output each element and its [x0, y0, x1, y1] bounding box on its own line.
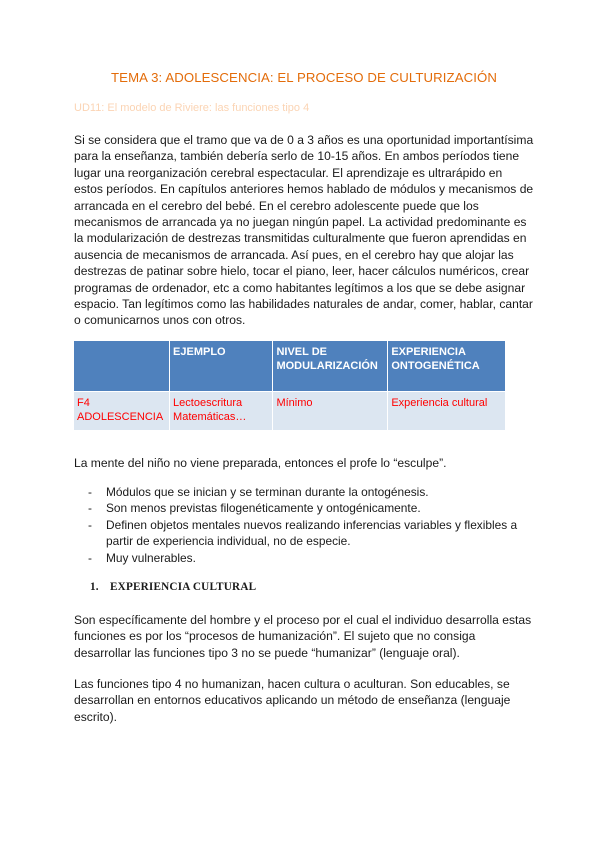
document-title: TEMA 3: ADOLESCENCIA: EL PROCESO DE CULTURIZACIÓN	[111, 70, 497, 85]
table-cell-stage	[74, 392, 170, 431]
list-item-text: Son menos previstas filogenéticamente y ontogénicamente.	[106, 501, 421, 516]
table-header-cell: NIVEL DE MODULARIZACIÓN	[273, 341, 388, 392]
table-header-cell	[74, 341, 170, 392]
table-header-row	[74, 341, 506, 392]
list-item	[74, 484, 534, 500]
list-item-text: Muy vulnerables.	[106, 550, 196, 565]
cell-line: Matemáticas…	[173, 411, 247, 423]
table-row	[74, 392, 506, 431]
table-cell-example	[170, 392, 273, 431]
paragraph-humanization: Son específicamente del hombre y el proceso por el cual el individuo desarrolla estas funciones es por los “procesos de humanización”. El sujeto que no consiga desarrollar las funciones tipo 3 no se puede “humanizar” (lenguaje oral).	[74, 613, 532, 660]
heading-number: 1.	[90, 581, 99, 593]
table-cell-experience: Experiencia cultural	[388, 392, 506, 431]
cell-line: F4	[77, 397, 90, 409]
list-marker: -	[88, 485, 92, 499]
list-marker: -	[88, 501, 92, 516]
section-heading	[90, 581, 256, 593]
list-item-text: Módulos que se inician y se terminan durante la ontogénesis.	[106, 485, 429, 499]
document-subtitle: UD11: El modelo de Riviere: las funciones tipo 4	[74, 102, 310, 114]
paragraph-mind: La mente del niño no viene preparada, entonces el profe lo “esculpe”.	[74, 456, 447, 470]
list-item-text: Definen objetos mentales nuevos realizando inferencias variables y flexibles a partir de experiencia individual, no de especie.	[106, 517, 518, 549]
list-item	[74, 517, 534, 550]
cell-line: ADOLESCENCIA	[77, 411, 164, 423]
modularization-table	[74, 341, 506, 430]
cell-line: Lectoescritura	[173, 397, 243, 409]
paragraph-intro: Si se considera que el tramo que va de 0 a 3 años es una oportunidad importantísima para la enseñanza, también debería serlo de 10-15 años. En ambos períodos tiene lugar una reorganización cerebral espectacular. El aprendizaje es ultrarápido en estos períodos. En capítulos anteriores hemos hablado de módulos y mecanismos de arrancada en el cerebro del bebé. En el cerebro adolescente puede que los mecanismos de arrancada ya no juegan ningún papel. La actividad predominante es la modularización de destrezas transmitidas culturalmente que fueron aprendidas en ausencia de mecanismos de arrancada. Así pues, en el cerebro hay que alojar las destrezas de patinar sobre hielo, tocar el piano, leer, hacer cálculos numéricos, crear programas de ordenador, etc a como habitantes legítimos a los que se debe asignar espacio. Tan legítimos como las habilidades naturales de andar, comer, hablar, cantar o comunicarnos unos con otros.	[74, 133, 534, 328]
list-marker: -	[88, 550, 92, 565]
list-marker: -	[88, 517, 92, 532]
bullet-list	[74, 484, 534, 566]
table-cell-level: Mínimo	[273, 392, 388, 431]
list-item	[74, 500, 534, 516]
table-header-cell: EJEMPLO	[170, 341, 273, 392]
list-item	[74, 550, 534, 566]
table-header-cell: EXPERIENCIA ONTOGENÉTICA	[388, 341, 506, 392]
paragraph-functions: Las funciones tipo 4 no humanizan, hacen cultura o aculturan. Son educables, se desarrollan en entornos educativos aplicando un método de enseñanza (lenguaje escrito).	[74, 677, 511, 724]
heading-text: EXPERIENCIA CULTURAL	[110, 581, 257, 593]
